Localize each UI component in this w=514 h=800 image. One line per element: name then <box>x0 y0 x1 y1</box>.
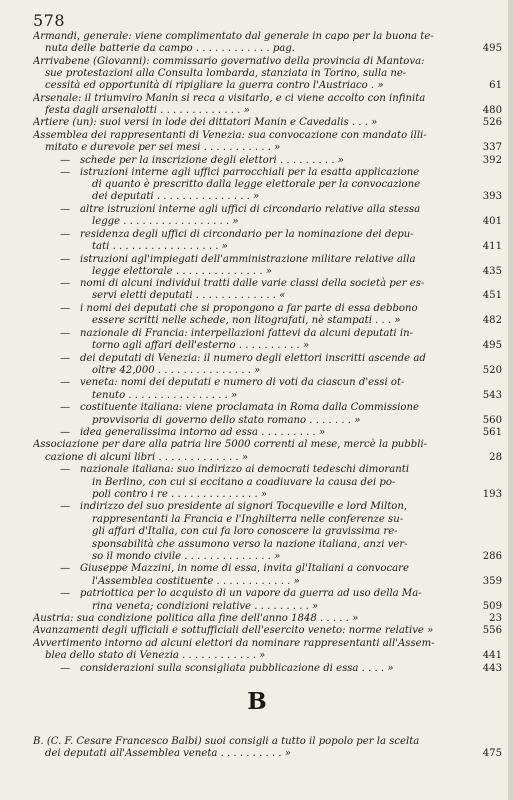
page-reference: 509 <box>482 601 502 612</box>
index-entry-line: legge elettorale . . . . . . . . . . . . . . » <box>92 266 272 277</box>
index-entry-line: Artiere (un): suoi versi in lode dei dittatori Manin e Cavedalis . . . » <box>33 117 378 128</box>
index-entry-line: legge . . . . . . . . . . . . . . . . . » <box>92 216 239 227</box>
entry-dash: — <box>60 303 71 314</box>
page-reference: 495 <box>482 43 502 54</box>
index-entry-line: Assemblea dei rappresentanti di Venezia: sua convocazione con mandato illi- <box>33 130 427 141</box>
entry-dash: — <box>60 278 71 289</box>
index-entry-line: dei deputati . . . . . . . . . . . . . . . » <box>92 191 260 202</box>
page-reference: 359 <box>482 576 502 587</box>
page-reference: 435 <box>482 266 502 277</box>
index-entry-line: sue protestazioni alla Consulta lombarda, stanziata in Torino, sulla ne- <box>45 68 407 79</box>
index-entry-line: festa dagli arsenalotti . . . . . . . . . . . . . » <box>45 105 250 116</box>
index-entry-line: Arrivabene (Giovanni): commissario governativo della provincia di Mantova: <box>33 56 425 67</box>
entry-dash: — <box>60 229 71 240</box>
index-entry-line: servi eletti deputati . . . . . . . . . . . . . « <box>92 290 286 301</box>
index-entry-line: in Berlino, con cui si eccitano a coadiuvare la causa dei po- <box>92 477 396 488</box>
index-entry-line: rina veneta; condizioni relative . . . . . . . . . » <box>92 601 319 612</box>
page-reference: 480 <box>482 105 502 116</box>
index-entry-line: nomi di alcuni individui tratti dalle varie classi della società per es- <box>80 278 425 289</box>
index-entry-line: gli affari d'Italia, con cui fa loro conoscere la gravissima re- <box>92 526 398 537</box>
entry-dash: — <box>60 427 71 438</box>
index-entry-line: veneta: nomi dei deputati e numero di voti da ciascun d'essi ot- <box>80 377 405 388</box>
index-entry-line: blea dello stato di Venezia . . . . . . . . . . . . » <box>45 650 266 661</box>
index-entry-line: provvisoria di governo dello stato romano . . . . . . . » <box>92 415 361 426</box>
index-entry-line: indirizzo del suo presidente ai signori Tocqueville e lord Milton, <box>80 501 408 512</box>
index-entry-line: di quanto è prescritto dalla legge elettorale per la convocazione <box>92 179 421 190</box>
page-reference: 560 <box>482 415 502 426</box>
page-reference: 561 <box>482 427 502 438</box>
page-reference: 28 <box>489 452 502 463</box>
page-reference: 495 <box>482 340 502 351</box>
index-entry-line: cazione di alcuni libri . . . . . . . . . . . . . » <box>45 452 248 463</box>
entry-dash: — <box>60 254 71 265</box>
page-reference: 475 <box>482 748 502 759</box>
entry-dash: — <box>60 588 71 599</box>
index-entry-line: istruzioni agl'impiegati dell'amministrazione militare relative alla <box>80 254 416 265</box>
page-reference: 556 <box>482 625 502 636</box>
index-entry-line: costituente italiana: viene proclamata in Roma dalla Commissione <box>80 402 419 413</box>
page-reference: 401 <box>482 216 502 227</box>
index-entry-line: tenuto . . . . . . . . . . . . . . . . » <box>92 390 238 401</box>
page-reference: 526 <box>482 117 502 128</box>
index-entry-line: istruzioni interne agli uffici parrocchiali per la esatta applicazione <box>80 167 420 178</box>
entry-dash: — <box>60 353 71 364</box>
page-reference: 61 <box>489 80 502 91</box>
page-reference: 441 <box>482 650 502 661</box>
index-entry-line: cessità ed opportunità di ripigliare la guerra contro l'Austriaco . » <box>45 80 384 91</box>
index-entry-line: essere scritti nelle schede, non litografati, nè stampati . . . » <box>92 315 401 326</box>
page-reference: 451 <box>482 290 502 301</box>
index-entry-line: poli contro i re . . . . . . . . . . . . . . » <box>92 489 268 500</box>
page-reference: 393 <box>482 191 502 202</box>
entry-dash: — <box>60 167 71 178</box>
entry-dash: — <box>60 563 71 574</box>
page-edge <box>508 0 514 800</box>
page-reference: 23 <box>489 613 502 624</box>
entry-dash: — <box>60 328 71 339</box>
index-entry-line: Austria: sua condizione politica alla fine dell'anno 1848 . . . . . » <box>33 613 359 624</box>
page-reference: 337 <box>482 142 502 153</box>
entry-dash: — <box>60 464 71 475</box>
entry-dash: — <box>60 155 71 166</box>
index-entry-line: dei deputati all'Assemblea veneta . . . . . . . . . . » <box>45 748 291 759</box>
index-entry-line: rappresentanti la Francia e l'Inghilterra nelle conferenze su- <box>92 514 404 525</box>
index-entry-line: schede per la inscrizione degli elettori . . . . . . . . . » <box>80 155 344 166</box>
index-entry-line: idea generalissima intorno ad essa . . . . . . . . . » <box>80 427 326 438</box>
index-entry-line: oltre 42,000 . . . . . . . . . . . . . . . » <box>92 365 261 376</box>
entry-dash: — <box>60 204 71 215</box>
page-number: 578 <box>33 11 66 30</box>
index-entry-line: nazionale di Francia: interpellazioni fattevi da alcuni deputati in- <box>80 328 413 339</box>
index-entry-line: Associazione per dare alla patria lire 5000 correnti al mese, mercè la pubbli- <box>33 439 428 450</box>
index-entry-line: nazionale italiana: suo indirizzo ai democrati tedeschi dimoranti <box>80 464 410 475</box>
page-reference: 482 <box>482 315 502 326</box>
section-letter: B <box>247 688 267 715</box>
index-entry-line: dei deputati di Venezia: il numero degli elettori inscritti ascende ad <box>80 353 426 364</box>
index-entry-line: considerazioni sulla sconsigliata pubblicazione di essa . . . . » <box>80 663 394 674</box>
index-entry-line: Arsenale: il triumviro Manin si reca a visitarlo, e ci viene accolto con infinita <box>33 93 426 104</box>
index-entry-line: Avvertimento intorno ad alcuni elettori da nominare rappresentanti all'Assem- <box>33 638 435 649</box>
index-entry-line: B. (C. F. Cesare Francesco Balbi) suoi consigli a tutto il popolo per la scelta <box>33 736 420 747</box>
entry-dash: — <box>60 402 71 413</box>
page-reference: 443 <box>482 663 502 674</box>
page-reference: 411 <box>482 241 502 252</box>
page-reference: 520 <box>482 365 502 376</box>
index-entry-line: l'Assemblea costituente . . . . . . . . . . . . » <box>92 576 300 587</box>
index-entry-line: residenza degli uffici di circondario per la nominazione dei depu- <box>80 229 414 240</box>
entry-dash: — <box>60 377 71 388</box>
page-reference: 392 <box>482 155 502 166</box>
entry-dash: — <box>60 501 71 512</box>
index-entry-line: so il mondo civile . . . . . . . . . . . . . . » <box>92 551 281 562</box>
index-entry-line: tati . . . . . . . . . . . . . . . . . » <box>92 241 228 252</box>
index-entry-line: Giuseppe Mazzini, in nome di essa, invita gl'Italiani a convocare <box>80 563 409 574</box>
index-entry-line: nuta delle batterie da campo . . . . . . . . . . . . pag. <box>45 43 295 54</box>
entry-dash: — <box>60 663 71 674</box>
page-reference: 286 <box>482 551 502 562</box>
page-reference: 543 <box>482 390 502 401</box>
index-entry-line: altre istruzioni interne agli uffici di circondario relative alla stessa <box>80 204 421 215</box>
index-entry-line: torno agli affari dell'esterno . . . . . . . . . . » <box>92 340 310 351</box>
page-reference: 193 <box>482 489 502 500</box>
index-entry-line: i nomi dei deputati che si propongono a far parte di essa debbono <box>80 303 418 314</box>
index-entry-line: mitato e durevole per sei mesi . . . . . . . . . . . » <box>45 142 281 153</box>
index-entry-line: patriottica per lo acquisto di un vapore da guerra ad uso della Ma- <box>80 588 422 599</box>
index-entry-line: sponsabilità che assumono verso la nazione italiana, anzi ver- <box>92 539 408 550</box>
index-entry-line: Armandi, generale: viene complimentato dal generale in capo per la buona te- <box>33 31 434 42</box>
index-entry-line: Avanzamenti degli ufficiali e sottufficiali dell'esercito veneto: norme relative » <box>33 625 434 636</box>
